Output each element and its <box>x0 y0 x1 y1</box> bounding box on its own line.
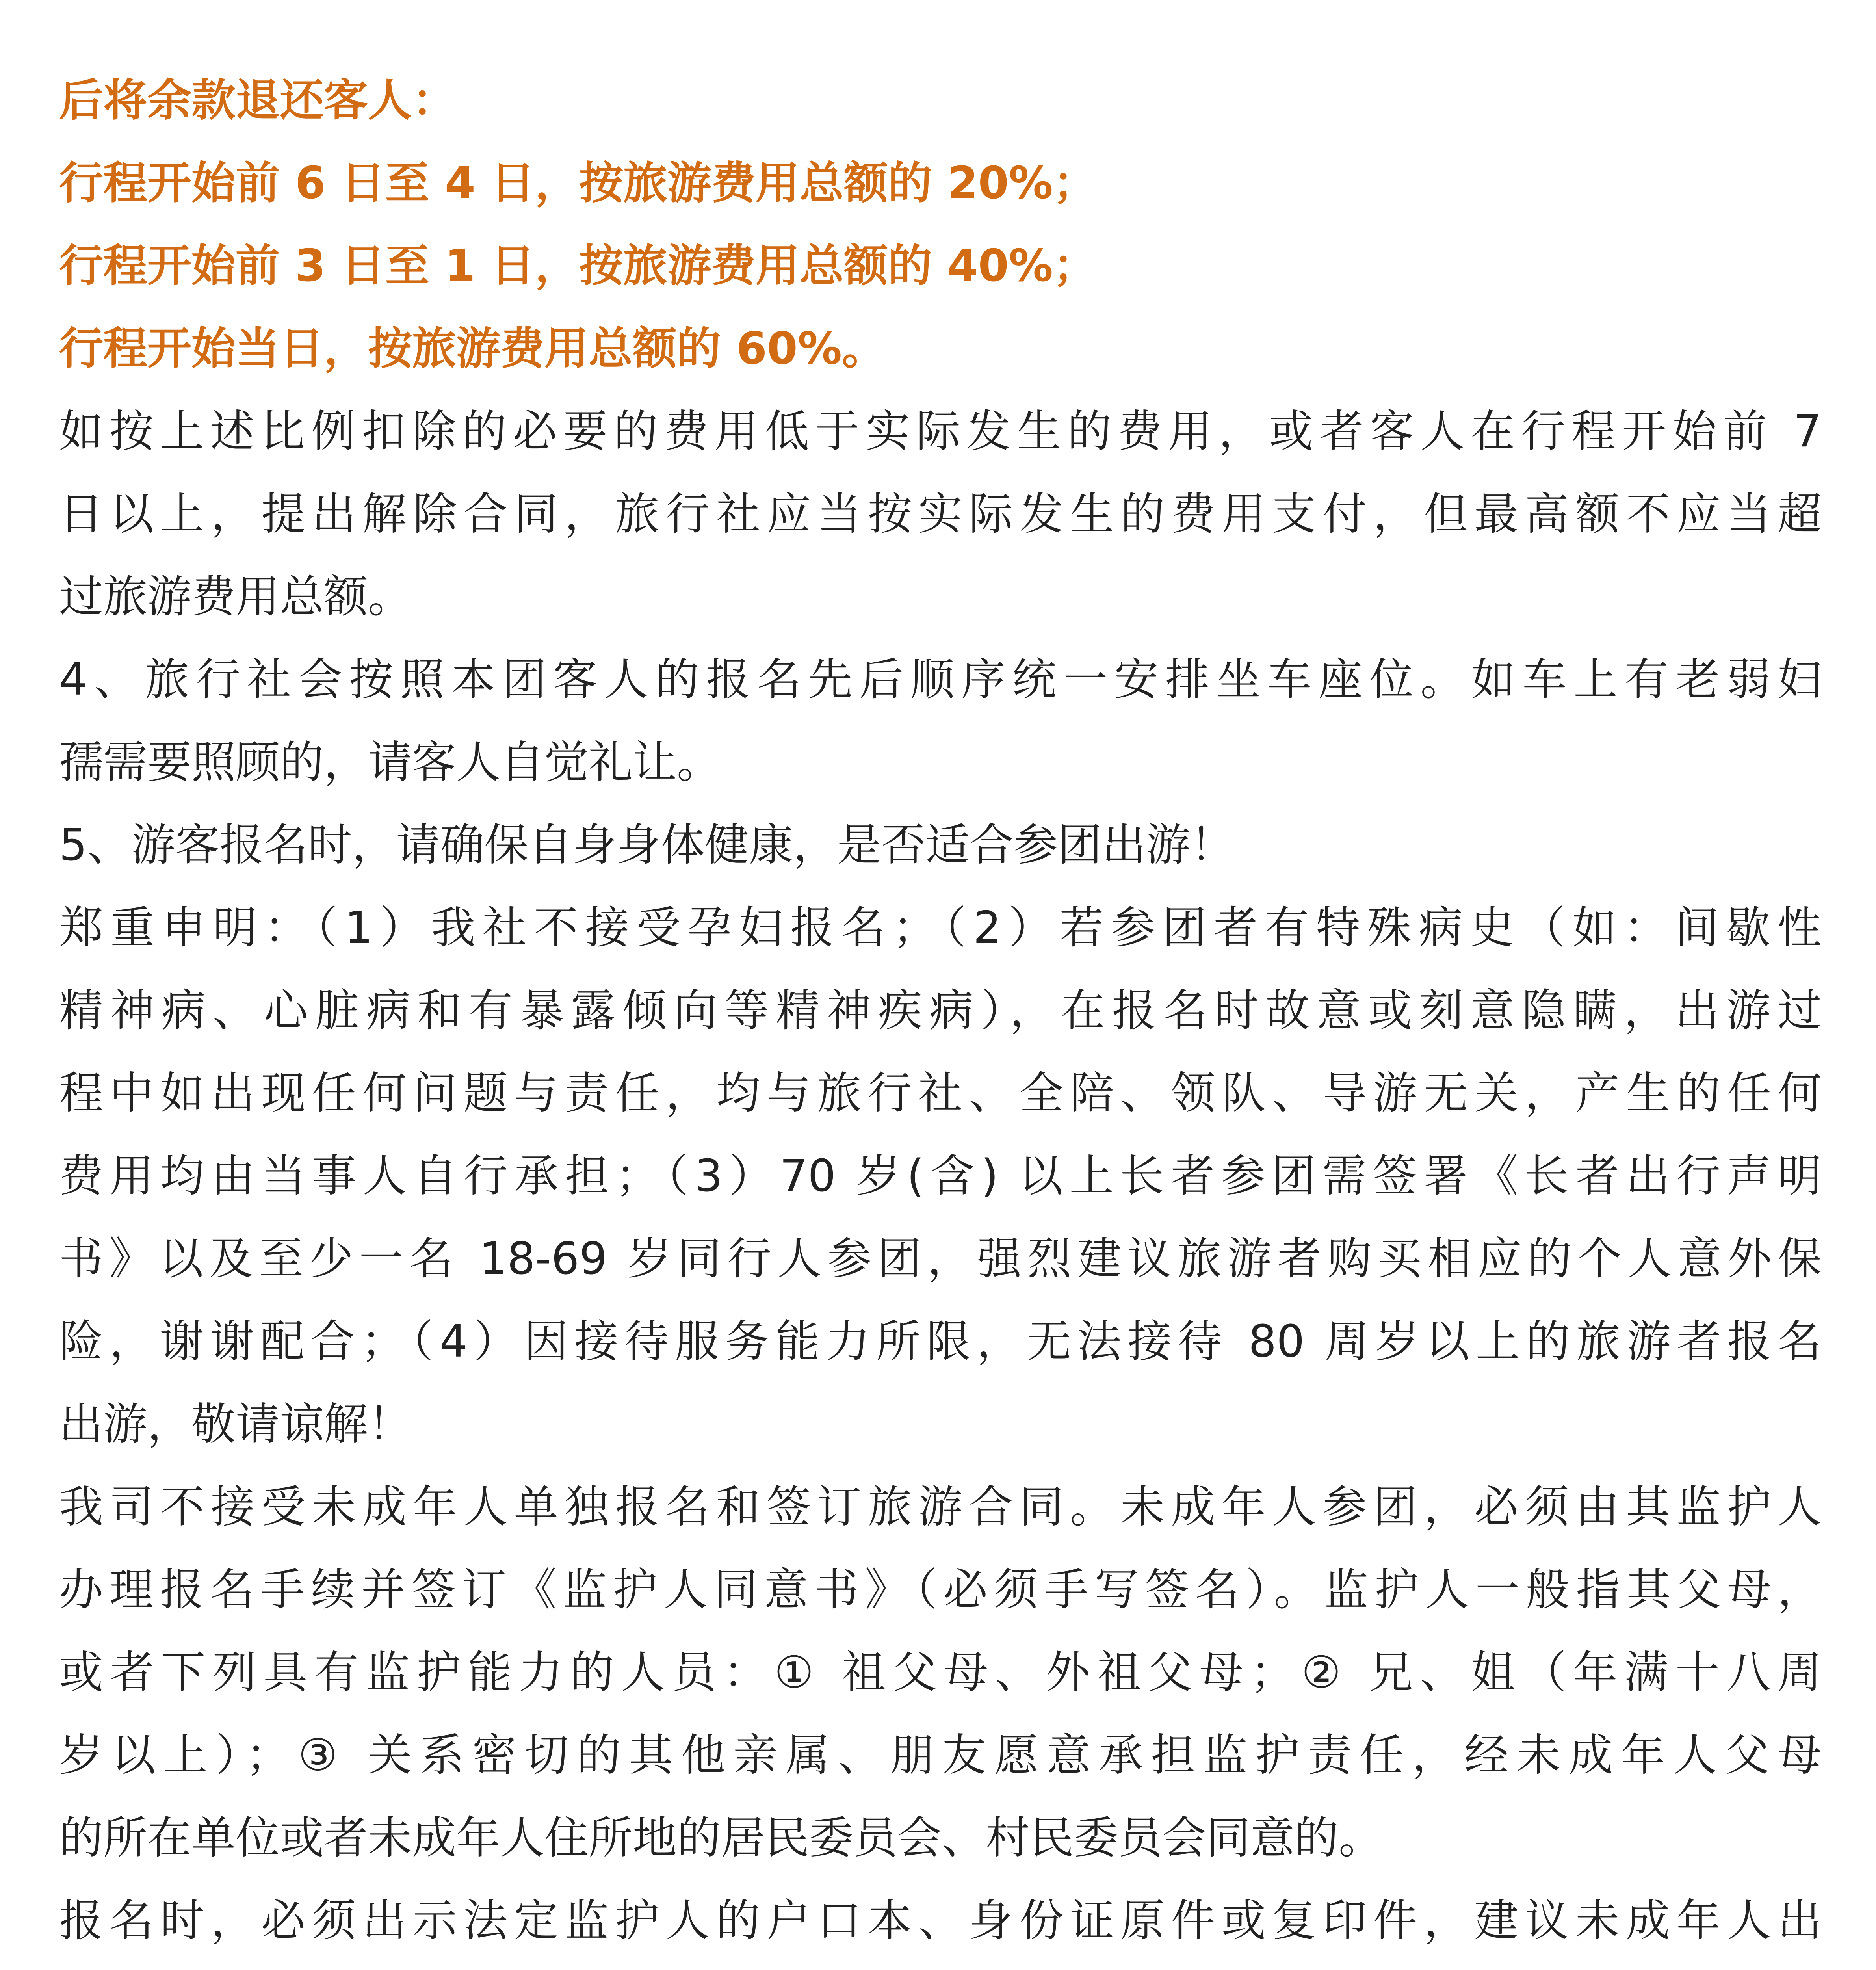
registration-docs-line: 报名时，必须出示法定监护人的户口本、身份证原件或复印件，建议未成年人出 <box>59 1895 1822 1946</box>
declaration-line: 程中如出现任何问题与责任，均与旅行社、全陪、领队、导游无关，产生的任何 <box>59 1068 1822 1119</box>
declaration-line: 郑重申明：（1）我社不接受孕妇报名；（2）若参团者有特殊病史（如：间歇性 <box>59 902 1822 953</box>
registration-docs-line <box>59 1962 1822 1970</box>
seating-rule-line: 孺需要照顾的，请客人自觉礼让。 <box>59 737 721 788</box>
declaration-line: 出游，敬请谅解！ <box>59 1399 412 1450</box>
paragraph-line: 如按上述比例扣除的必要的费用低于实际发生的费用，或者客人在行程开始前 7 <box>59 406 1822 457</box>
minor-policy-line: 办理报名手续并签订《监护人同意书》（必须手写签名）。监护人一般指其父母， <box>59 1564 1822 1615</box>
minor-policy-line: 岁以上）；③ 关系密切的其他亲属、朋友愿意承担监护责任，经未成年人父母 <box>59 1730 1822 1781</box>
refund-rule-6-4-days: 行程开始前 6 日至 4 日，按旅游费用总额的 20%； <box>59 158 1097 209</box>
paragraph-line: 日以上，提出解除合同，旅行社应当按实际发生的费用支付，但最高额不应当超 <box>59 489 1822 540</box>
minor-policy-line: 或者下列具有监护能力的人员：① 祖父母、外祖父母；② 兄、姐（年满十八周 <box>59 1647 1822 1698</box>
minor-policy-line: 我司不接受未成年人单独报名和签订旅游合同。未成年人参团，必须由其监护人 <box>59 1481 1822 1533</box>
declaration-line: 书》以及至少一名 18-69 岁同行人参团，强烈建议旅游者购买相应的个人意外保 <box>59 1233 1822 1284</box>
refund-rule-same-day: 行程开始当日，按旅游费用总额的 60%。 <box>59 323 886 374</box>
declaration-line: 险，谢谢配合；（4）因接待服务能力所限，无法接待 80 周岁以上的旅游者报名 <box>59 1316 1822 1367</box>
refund-intro-line: 后将余款退还客人： <box>59 75 456 126</box>
paragraph-line: 过旅游费用总额。 <box>59 571 412 623</box>
refund-rule-3-1-days: 行程开始前 3 日至 1 日，按旅游费用总额的 40%； <box>59 240 1097 292</box>
seating-rule-line: 4、旅行社会按照本团客人的报名先后顺序统一安排坐车座位。如车上有老弱妇 <box>59 654 1822 705</box>
health-notice-line: 5、游客报名时，请确保自身身体健康，是否适合参团出游！ <box>59 820 1235 871</box>
declaration-line: 费用均由当事人自行承担；（3）70 岁(含) 以上长者参团需签署《长者出行声明 <box>59 1150 1822 1202</box>
minor-policy-line: 的所在单位或者未成年人住所地的居民委员会、村民委员会同意的。 <box>59 1812 1383 1864</box>
declaration-line: 精神病、心脏病和有暴露倾向等精神疾病），在报名时故意或刻意隐瞒，出游过 <box>59 985 1822 1036</box>
